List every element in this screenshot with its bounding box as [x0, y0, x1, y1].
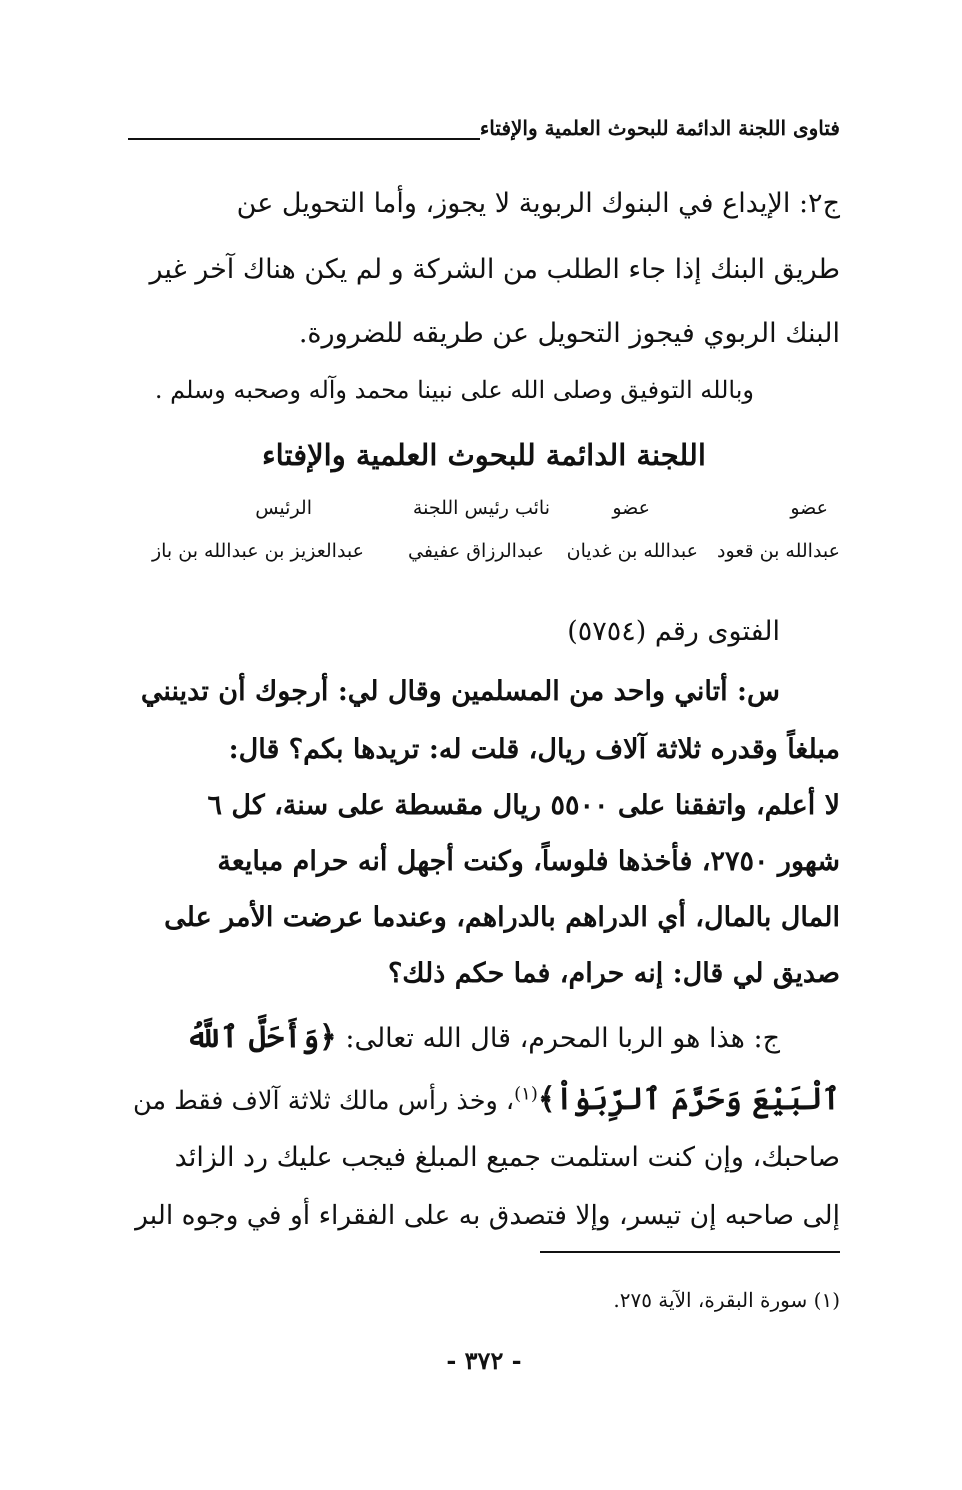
- answer2-line-3: البنك الربوي فيجوز التحويل عن طريقه للضرورة.: [298, 318, 840, 349]
- role-member-2: عضو: [612, 497, 650, 519]
- committee-title: اللجنة الدائمة للبحوث العلمية والإفتاء: [262, 438, 706, 472]
- quran-verse-part-1: ﴿وَأَحَلَّ ٱللَّهُ: [185, 1020, 337, 1055]
- name-member-2: عبدالله بن غديان: [566, 540, 698, 562]
- quran-verse-part-2: ٱلْبَيْعَ وَحَرَّمَ ٱلرِّبَوٰاْ﴾: [537, 1082, 840, 1117]
- question-line-2: مبلغاً وقدره ثلاثة آلاف ريال، قلت له: تريدها بكم؟ قال:: [228, 734, 840, 765]
- answer-line-1-text: ج: هذا هو الربا المحرم، قال الله تعالى:: [345, 1023, 780, 1054]
- name-vice-chair: عبدالرزاق عفيفي: [408, 540, 544, 562]
- answer-line-2: [128, 1082, 840, 1117]
- fatwa-number: الفتوى رقم (٥٧٥٤): [567, 616, 780, 647]
- document-page: [128, 0, 840, 1490]
- role-member-1: عضو: [790, 497, 828, 519]
- question-line-5: المال بالمال، أي الدراهم بالدراهم، وعندما عرضت الأمر على: [164, 902, 840, 933]
- question-line-4: شهور ٢٧٥٠، فأخذها فلوساً، وكنت أجهل أنه حرام مبايعة: [217, 846, 840, 877]
- answer-line-3: صاحبك، وإن كنت استلمت جميع المبلغ فيجب عليك رد الزائد: [174, 1142, 840, 1173]
- running-title: فتاوى اللجنة الدائمة للبحوث العلمية والإفتاء: [479, 116, 840, 140]
- closing-formula: وبالله التوفيق وصلى الله على نبينا محمد وآله وصحبه وسلم .: [154, 376, 754, 404]
- footnote-ref: (١): [514, 1083, 538, 1105]
- answer2-line-1: ج٢: الإيداع في البنوك الربوية لا يجوز، وأما التحويل عن: [236, 188, 840, 219]
- question-line-3: لا أعلم، واتفقنا على ٥٥٠٠ ريال مقسطة على سنة، كل ٦: [207, 790, 840, 821]
- question-line-6: صديق لي قال: إنه حرام، فما حكم ذلك؟: [387, 958, 840, 989]
- answer-line-1: [128, 1020, 780, 1055]
- name-chair: عبدالعزيز بن عبدالله بن باز: [151, 540, 364, 562]
- page-number: - ٣٧٢ -: [446, 1346, 522, 1375]
- footnote: (١) سورة البقرة، الآية ٢٧٥.: [613, 1288, 840, 1312]
- answer-line-4: إلى صاحبه إن تيسر، وإلا فتصدق به على الفقراء أو في وجوه البر: [135, 1200, 840, 1231]
- name-member-1: عبدالله بن قعود: [717, 540, 840, 562]
- answer2-line-2: طريق البنك إذا جاء الطلب من الشركة و لم يكن هناك آخر غير: [149, 254, 840, 285]
- header-rule: [128, 138, 480, 140]
- role-chair: الرئيس: [255, 497, 312, 519]
- role-vice-chair: نائب رئيس اللجنة: [412, 497, 550, 519]
- answer-line-2-text: ، وخذ رأس مالك ثلاثة آلاف فقط من: [132, 1086, 515, 1116]
- footnote-rule: [540, 1251, 840, 1253]
- question-line-1: س: أتاني واحد من المسلمين وقال لي: أرجوك أن تدينني: [140, 676, 780, 707]
- running-header: [128, 108, 840, 148]
